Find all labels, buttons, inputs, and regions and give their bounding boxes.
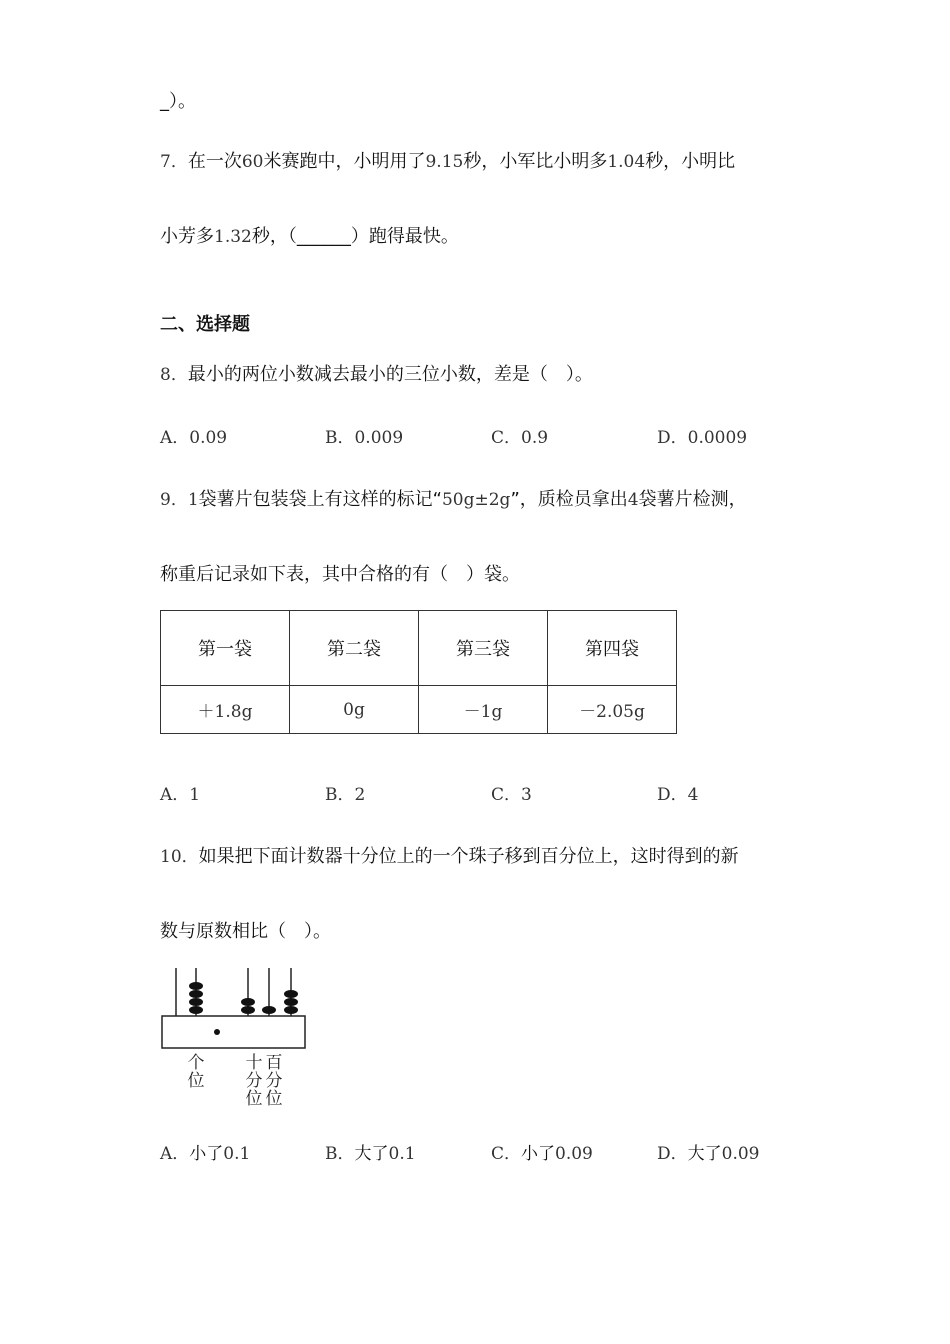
q10-option-b: B．大了0.1 bbox=[325, 1144, 416, 1164]
abacus-label: 分 bbox=[265, 1071, 283, 1091]
q9-option-a: A．1 bbox=[160, 785, 201, 805]
q10-option-c: C．小了0.09 bbox=[491, 1144, 593, 1164]
table-cell: ＋1.8g bbox=[161, 686, 290, 734]
q7-number: 7． bbox=[160, 152, 188, 172]
q10-line2: 数与原数相比（ ）。 bbox=[160, 921, 331, 942]
abacus-bead bbox=[284, 990, 298, 998]
abacus-bead bbox=[189, 990, 203, 998]
q7-answer-blank: 秒，（______）跑得最快。 bbox=[251, 226, 459, 247]
abacus-bead bbox=[262, 1006, 276, 1014]
abacus-bead bbox=[189, 998, 203, 1006]
table-header-row bbox=[161, 611, 677, 686]
abacus-frame bbox=[162, 1016, 305, 1048]
q9-option-d: D．4 bbox=[657, 785, 699, 805]
table-cell: －1g bbox=[419, 686, 548, 734]
q10-line1: 10．如果把下面计数器十分位上的一个珠子移到百分位上，这时得到的新 bbox=[160, 846, 739, 867]
q8-option-a: A．0.09 bbox=[160, 428, 228, 448]
abacus-label: 位 bbox=[245, 1089, 263, 1109]
table-row bbox=[161, 686, 677, 734]
q7-line2: 小芳多1.32秒，（______）跑得最快。 bbox=[160, 226, 459, 247]
q10-option-a: A．小了0.1 bbox=[160, 1144, 251, 1164]
decimal-point bbox=[214, 1029, 220, 1035]
abacus-label: 分 bbox=[245, 1071, 263, 1091]
q9-option-b: B．2 bbox=[325, 785, 366, 805]
table-cell: 0g bbox=[290, 686, 419, 734]
abacus-label: 个 bbox=[187, 1053, 205, 1073]
q8-option-c: C．0.9 bbox=[491, 428, 549, 448]
abacus-label: 百 bbox=[265, 1053, 283, 1073]
abacus-figure bbox=[156, 962, 316, 1112]
q10-option-d: D．大了0.09 bbox=[657, 1144, 760, 1164]
table-header-cell: 第一袋 bbox=[161, 611, 290, 686]
q8-option-d: D．0.0009 bbox=[657, 428, 748, 448]
q9-line2: 称重后记录如下表，其中合格的有（ ）袋。 bbox=[160, 564, 520, 585]
abacus-bead bbox=[241, 998, 255, 1006]
q6-tail: _）。 bbox=[160, 91, 196, 112]
table-header-cell: 第三袋 bbox=[419, 611, 548, 686]
table-cell: －2.05g bbox=[548, 686, 677, 734]
abacus-bead bbox=[189, 1006, 203, 1014]
q9-option-c: C．3 bbox=[491, 785, 532, 805]
abacus-label: 位 bbox=[265, 1089, 283, 1109]
q8-question: 8．最小的两位小数减去最小的三位小数，差是（ ）。 bbox=[160, 364, 593, 385]
weight-table bbox=[160, 610, 677, 734]
q7-line1: 7．在一次60米赛跑中，小明用了9.15秒，小军比小明多1.04秒，小明比 bbox=[160, 151, 736, 172]
abacus-label: 位 bbox=[187, 1071, 205, 1091]
section-title: 二、选择题 bbox=[160, 314, 250, 335]
q8-option-b: B．0.009 bbox=[325, 428, 404, 448]
q9-line1: 9．1袋薯片包装袋上有这样的标记“50g±2g”，质检员拿出4袋薯片检测， bbox=[160, 489, 747, 510]
table-header-cell: 第四袋 bbox=[548, 611, 677, 686]
abacus-bead bbox=[189, 982, 203, 990]
abacus-bead bbox=[284, 1006, 298, 1014]
abacus-label: 十 bbox=[245, 1053, 263, 1073]
abacus-bead bbox=[241, 1006, 255, 1014]
abacus-bead bbox=[284, 998, 298, 1006]
table-header-cell: 第二袋 bbox=[290, 611, 419, 686]
